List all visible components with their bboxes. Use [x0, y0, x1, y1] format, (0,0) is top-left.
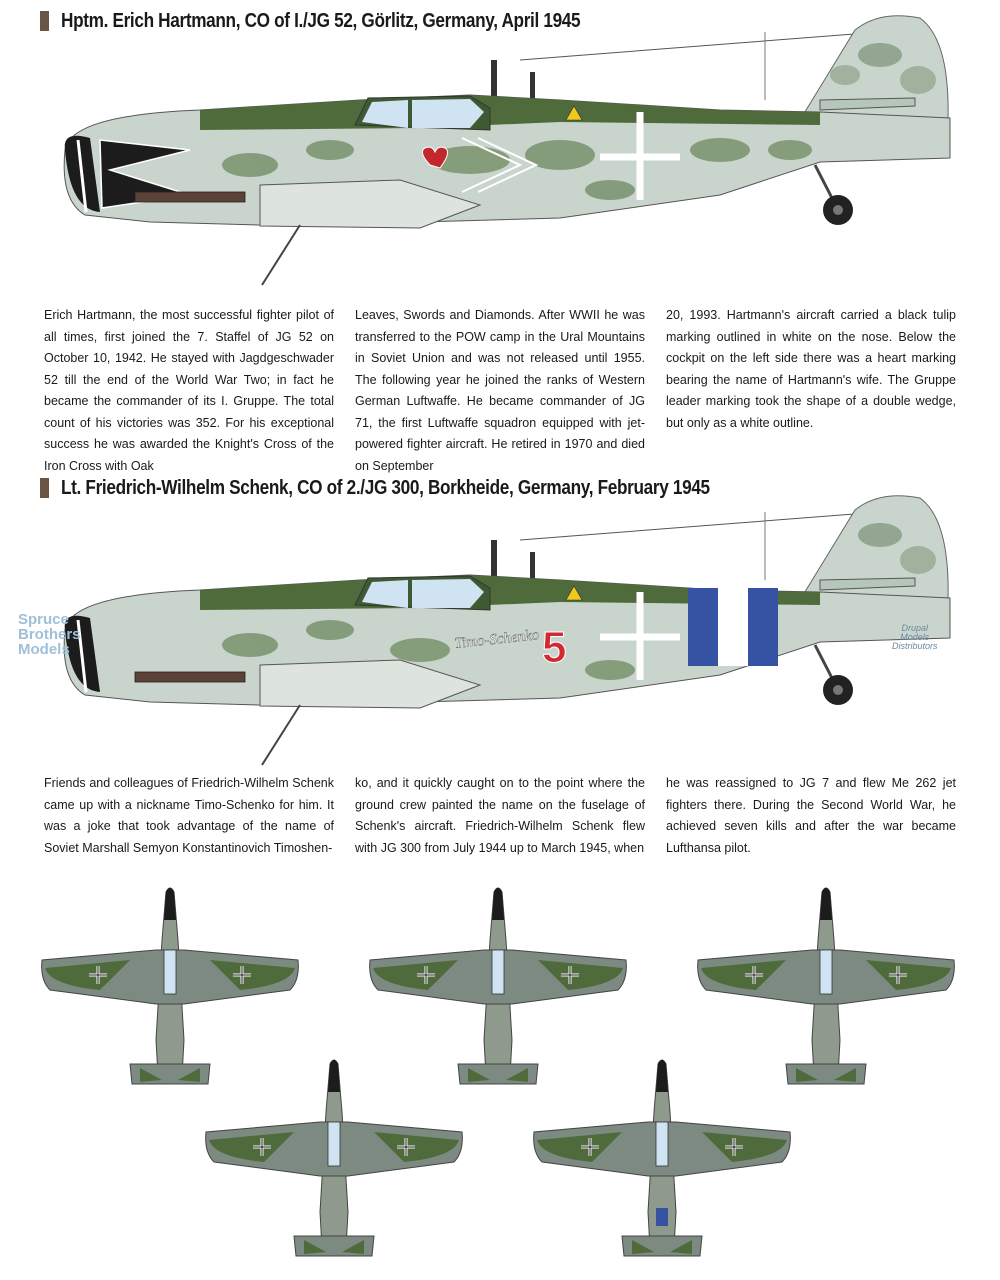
tail-gear-leg — [815, 645, 833, 680]
watermark-right — [892, 624, 938, 651]
canopy-glass — [412, 99, 484, 128]
antenna-post — [530, 552, 535, 580]
watermark-left — [18, 612, 81, 657]
watermark-left-line-2: Brothers — [18, 626, 81, 643]
watermark-left-line-1: Spruce — [18, 611, 69, 628]
exhaust-stacks — [135, 672, 245, 682]
profile2-col-1 — [44, 773, 334, 859]
radio-mast — [491, 540, 497, 578]
watermark-left-line-3: Models — [18, 641, 70, 658]
profile2-text — [44, 773, 956, 859]
fuselage-name: Timo-Schenko — [453, 627, 540, 652]
antenna-wire — [520, 32, 880, 60]
profile2-paragraph-3: he was reassigned to JG 7 and flew Me 262 jet fighters there. During the Second World War, he achieved seven kills and after the war became Lufthansa pilot. — [666, 776, 956, 855]
main-gear-leg — [262, 225, 300, 285]
profile2-col-2 — [355, 773, 645, 859]
plan-view-4 — [204, 1042, 464, 1272]
profile2-paragraph-2: ko, and it quickly caught on to the point where the ground crew painted the name on the fuselage of Schenk's aircraft. Friedrich-Wilhelm Schenk flew with JG 300 from July 1944 up to March 1945, when — [355, 776, 645, 855]
hartmann-side-profile — [0, 0, 1000, 300]
profile2-paragraph-1: Friends and colleagues of Friedrich-Wilhelm Schenk came up with a nickname Timo-Schenko for him. It was a joke that took advantage of the name of Soviet Marshall Semyon Konstantinovich Timoshen- — [44, 776, 334, 855]
profile1-col-2 — [355, 305, 645, 477]
band-white — [718, 588, 748, 666]
profile1-col-3 — [666, 305, 956, 477]
main-gear-leg — [262, 705, 300, 765]
antenna-wire — [520, 512, 880, 540]
profile2-col-3 — [666, 773, 956, 859]
profile1-title: Hptm. Erich Hartmann, CO of I./JG 52, Görlitz, Germany, April 1945 — [61, 9, 581, 32]
tail-gear-leg — [815, 165, 833, 200]
profile2-title: Lt. Friedrich-Wilhelm Schenk, CO of 2./JG 300, Borkheide, Germany, February 1945 — [61, 476, 710, 499]
aircraft-plan-icon — [206, 1060, 463, 1256]
profile1-text — [44, 305, 956, 477]
watermark-right-line-2: Models — [900, 632, 930, 642]
watermark-right-line-1: Drupal — [901, 623, 929, 633]
exhaust-stacks — [135, 192, 245, 202]
fuselage-number: 5 — [542, 623, 567, 672]
profile1-paragraph-3: 20, 1993. Hartmann's aircraft carried a black tulip marking outlined in white on the nose. Below the cockpit on the left side there was a heart marking bearing the name of Hartmann's wife. The Gruppe leader marking took the shape of a double wedge, but only as a white outline. — [666, 308, 956, 430]
profile1-paragraph-1: Erich Hartmann, the most successful fighter pilot of all times, first joined the 7. Staffel of JG 52 on October 10, 1942. He stayed with Jagdgeschwader 52 till the end of the World War Two; in fact he became the commander of its I. Gruppe. The total count of his victories was 352. For his exceptional success he was awarded the Knight's Cross of the Iron Cross with Oak — [44, 308, 334, 473]
band-blue-2 — [748, 588, 778, 666]
band-blue-1 — [688, 588, 718, 666]
aircraft-plan-icon — [534, 1060, 791, 1256]
schenk-side-profile — [0, 480, 1000, 780]
radio-mast — [491, 60, 497, 98]
plan-view-5 — [532, 1042, 792, 1272]
canopy-glass — [412, 579, 484, 608]
profile1-col-1 — [44, 305, 334, 477]
antenna-post — [530, 72, 535, 100]
profile1-paragraph-2: Leaves, Swords and Diamonds. After WWII he was transferred to the POW camp in the Ural Mountains in Soviet Union and was not released until 1955. The following year he joined the ranks of Western German Luftwaffe. He became commander of JG 71, the first Luftwaffe squadron equipped with jet-powered fighter aircraft. He retired in 1970 and died on September — [355, 308, 645, 473]
watermark-right-line-3: Distributors — [892, 641, 938, 651]
